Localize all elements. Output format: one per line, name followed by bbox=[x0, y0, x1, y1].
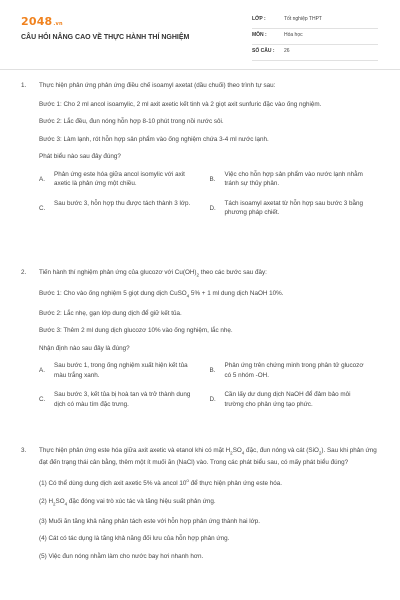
statement-5: (5) Việc đun nóng nhằm làm cho nước bay hơi nhanh hơn. bbox=[39, 552, 204, 560]
question-2 bbox=[21, 268, 380, 419]
meta-label: SỐ CÂU : bbox=[252, 48, 275, 54]
question-number: 3. bbox=[21, 447, 27, 454]
question-stem: Tiến hành thí nghiệm phản ứng của glucozơ với $Cu(OH)_2$ theo các bước sau đây: bbox=[39, 269, 267, 278]
option-text: Sau bước 3, hỗn hợp thu được tách thành 3 lớp. bbox=[54, 199, 191, 207]
question-stem: Thực hiện phản ứng phản ứng điều chế isoamyl axetat (dầu chuối) theo trình tự sau: bbox=[39, 82, 276, 89]
option-d[interactable] bbox=[210, 199, 381, 218]
question-number: 2. bbox=[21, 269, 27, 276]
option-text: Phản ứng trên chứng minh trong phân tử glucozơ có 5 nhóm -OH. bbox=[224, 362, 364, 379]
question-step: Bước 1: Cho 2 ml ancol isoamylic, 2 ml axit axetic kết tinh và 2 giọt axit sunfuric đặc vào ống nghiệm. bbox=[39, 100, 322, 108]
option-letter: C. bbox=[39, 396, 46, 403]
question-prompt: Nhận định nào sau đây là đúng? bbox=[39, 344, 130, 352]
answer-options bbox=[39, 170, 380, 218]
question-step: Bước 3: Thêm 2 ml dung dịch glucozơ 10% vào ống nghiệm, lắc nhẹ. bbox=[39, 327, 233, 334]
answer-options bbox=[39, 361, 380, 409]
option-letter: D. bbox=[209, 396, 216, 403]
option-b[interactable] bbox=[210, 361, 381, 380]
meta-row-count bbox=[252, 45, 378, 61]
option-letter: A. bbox=[39, 367, 45, 374]
option-text: Cần lấy dư dung dịch NaOH để đảm bảo môi trường cho phản ứng tạo phức. bbox=[224, 391, 351, 408]
question-3 bbox=[21, 446, 380, 569]
meta-label: MÔN : bbox=[252, 32, 267, 38]
option-c[interactable] bbox=[39, 390, 210, 409]
document-header bbox=[0, 0, 400, 62]
option-letter: A. bbox=[39, 175, 45, 183]
option-d[interactable] bbox=[210, 390, 381, 409]
option-a[interactable] bbox=[39, 361, 210, 380]
meta-value: 26 bbox=[284, 48, 290, 54]
meta-row-class bbox=[252, 13, 378, 29]
option-letter: B. bbox=[209, 175, 216, 183]
statement-2: (2) $H_2SO_4$ đặc đóng vai trò xúc tác và tăng hiệu suất phản ứng. bbox=[39, 497, 216, 507]
option-a[interactable] bbox=[39, 170, 210, 189]
option-c[interactable] bbox=[39, 199, 210, 218]
meta-value: Tốt nghiệp THPT bbox=[284, 16, 322, 22]
option-b[interactable] bbox=[210, 170, 381, 189]
option-text: Phản ứng este hóa giữa ancol isomylic với axit axetic là phản ứng một chiều. bbox=[54, 170, 185, 187]
option-text: Việc cho hỗn hợp sản phẩm vào nước lạnh nhằm tránh sự thủy phân. bbox=[224, 170, 363, 187]
statement-1: (1) Có thể dùng dung dịch axit axetic 5% và ancol 10$^o$ để thực hiện phản ứng este hóa. bbox=[39, 478, 283, 488]
option-text: Tách isoamyl axetat từ hỗn hợp sau bước 3 bằng phương pháp chiết. bbox=[224, 199, 364, 216]
question-stem: Thực hiện phản ứng este hóa giữa axit axetic và etanol khi có mặt $H_2SO_4$ đặc, đun nóng và cát (SiO$_2$). Sau khi phản ứng đạt đến trạng thái cân bằng, thêm một ít muối ăn (NaCl) vào. Trong các phát biểu sau, có mấy phát biểu đúng? bbox=[39, 447, 377, 466]
question-step: Bước 2: Lắc nhẹ, gạn lớp dung dịch để giữ kết tủa. bbox=[39, 309, 182, 317]
option-letter: D. bbox=[209, 204, 216, 212]
statement-4: (4) Cát có tác dụng là tăng khả năng đối lưu của hỗn hợp phản ứng. bbox=[39, 535, 230, 543]
meta-row-subject bbox=[252, 29, 378, 45]
option-text: Sau bước 3, kết tủa bị hoà tan và trở thành dung dịch có màu tím đặc trưng. bbox=[54, 391, 191, 408]
question-1 bbox=[21, 81, 380, 228]
option-letter: C. bbox=[39, 204, 46, 212]
option-letter: B. bbox=[209, 367, 216, 374]
meta-label: LỚP : bbox=[252, 16, 266, 22]
question-prompt: Phát biểu nào sau đây đúng? bbox=[39, 153, 121, 160]
meta-value: Hóa học bbox=[284, 32, 303, 38]
document-title: CÂU HỎI NÂNG CAO VỀ THỰC HÀNH THÍ NGHIỆM bbox=[21, 34, 190, 41]
option-text: Sau bước 1, trong ống nghiệm xuất hiện kết tủa màu trắng xanh. bbox=[54, 362, 188, 379]
question-step: Bước 2: Lắc đều, đun nóng hỗn hợp 8-10 phút trong nồi nước sôi. bbox=[39, 118, 224, 125]
header-divider bbox=[0, 69, 400, 70]
question-step: Bước 1: Cho vào ống nghiệm 5 giọt dung dịch CuSO$_4$ 5% + 1 ml dung dịch NaOH 10%. bbox=[39, 289, 284, 298]
site-logo[interactable]: 2048.vn bbox=[21, 15, 63, 28]
question-step: Bước 3: Làm lạnh, rót hỗn hợp sản phẩm vào ống nghiệm chứa 3-4 ml nước lạnh. bbox=[39, 135, 269, 143]
question-number: 1. bbox=[21, 82, 27, 89]
document-meta bbox=[252, 13, 378, 61]
statement-3: (3) Muối ăn tăng khả năng phân tách este với hỗn hợp phản ứng thành hai lớp. bbox=[39, 517, 261, 525]
